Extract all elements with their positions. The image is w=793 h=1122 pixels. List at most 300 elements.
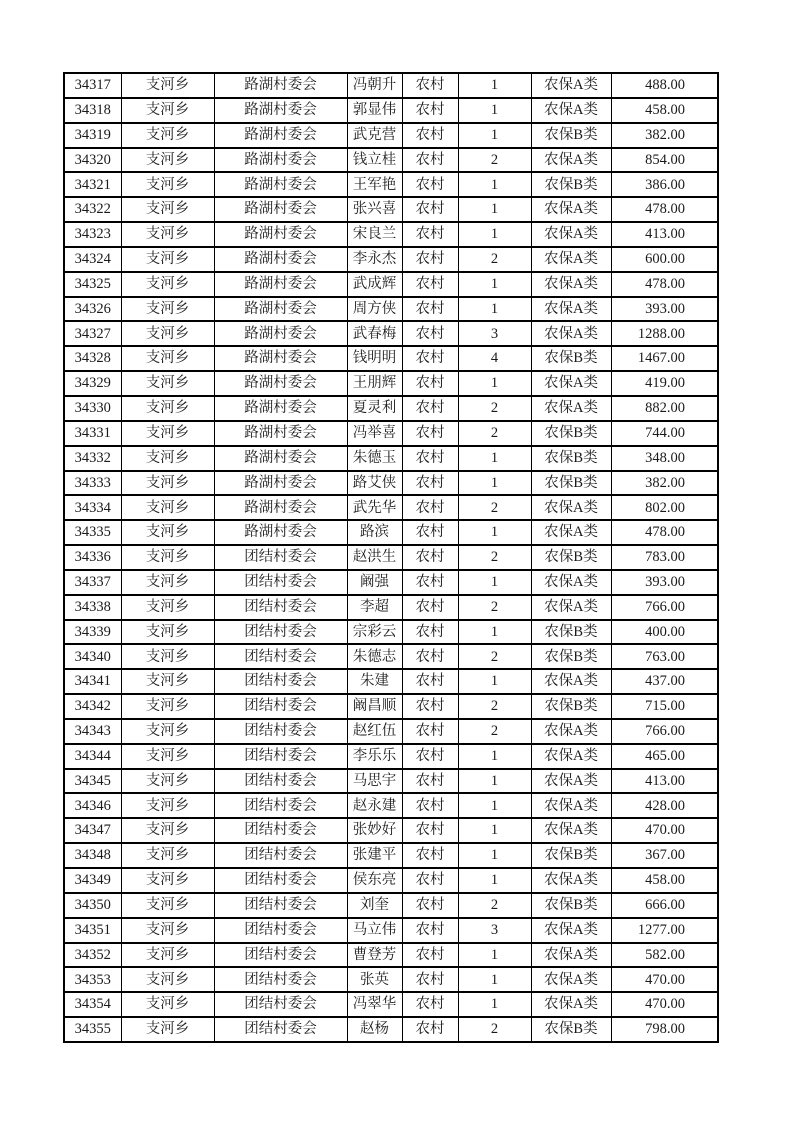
cell-township: 支河乡 <box>121 73 214 98</box>
table-row <box>64 371 718 396</box>
cell-record-id: 34322 <box>64 197 121 222</box>
cell-village-committee: 团结村委会 <box>214 620 347 645</box>
cell-record-id: 34353 <box>64 967 121 992</box>
cell-amount: 1467.00 <box>611 346 718 371</box>
cell-village-committee: 团结村委会 <box>214 793 347 818</box>
cell-participant-count: 1 <box>458 769 531 794</box>
cell-residence-type: 农村 <box>402 98 458 123</box>
cell-participant-count: 4 <box>458 346 531 371</box>
cell-amount: 393.00 <box>611 297 718 322</box>
cell-amount: 715.00 <box>611 694 718 719</box>
cell-township: 支河乡 <box>121 545 214 570</box>
cell-residence-type: 农村 <box>402 495 458 520</box>
cell-record-id: 34337 <box>64 570 121 595</box>
cell-insurance-category: 农保B类 <box>531 843 611 868</box>
cell-amount: 386.00 <box>611 172 718 197</box>
cell-insurance-category: 农保A类 <box>531 868 611 893</box>
cell-person-name: 钱立桂 <box>347 148 402 173</box>
cell-village-committee: 路湖村委会 <box>214 495 347 520</box>
cell-insurance-category: 农保A类 <box>531 967 611 992</box>
cell-residence-type: 农村 <box>402 1017 458 1042</box>
cell-record-id: 34347 <box>64 818 121 843</box>
cell-village-committee: 团结村委会 <box>214 893 347 918</box>
cell-participant-count: 1 <box>458 868 531 893</box>
cell-amount: 470.00 <box>611 992 718 1017</box>
cell-participant-count: 1 <box>458 297 531 322</box>
cell-insurance-category: 农保A类 <box>531 744 611 769</box>
cell-village-committee: 路湖村委会 <box>214 197 347 222</box>
cell-participant-count: 1 <box>458 570 531 595</box>
cell-record-id: 34351 <box>64 918 121 943</box>
cell-person-name: 阚昌顺 <box>347 694 402 719</box>
cell-insurance-category: 农保A类 <box>531 495 611 520</box>
cell-insurance-category: 农保A类 <box>531 197 611 222</box>
cell-record-id: 34340 <box>64 644 121 669</box>
cell-village-committee: 路湖村委会 <box>214 471 347 496</box>
table-row <box>64 197 718 222</box>
cell-township: 支河乡 <box>121 868 214 893</box>
cell-amount: 413.00 <box>611 222 718 247</box>
cell-person-name: 冯举喜 <box>347 421 402 446</box>
cell-person-name: 路滨 <box>347 520 402 545</box>
table-row <box>64 148 718 173</box>
cell-participant-count: 1 <box>458 843 531 868</box>
cell-record-id: 34343 <box>64 719 121 744</box>
cell-residence-type: 农村 <box>402 123 458 148</box>
cell-record-id: 34333 <box>64 471 121 496</box>
cell-township: 支河乡 <box>121 148 214 173</box>
cell-amount: 783.00 <box>611 545 718 570</box>
cell-insurance-category: 农保A类 <box>531 371 611 396</box>
cell-insurance-category: 农保B类 <box>531 421 611 446</box>
cell-insurance-category: 农保A类 <box>531 73 611 98</box>
cell-residence-type: 农村 <box>402 520 458 545</box>
table-row <box>64 595 718 620</box>
table-row <box>64 446 718 471</box>
cell-township: 支河乡 <box>121 793 214 818</box>
table-row <box>64 495 718 520</box>
cell-insurance-category: 农保B类 <box>531 471 611 496</box>
cell-person-name: 赵永建 <box>347 793 402 818</box>
cell-residence-type: 农村 <box>402 719 458 744</box>
cell-participant-count: 2 <box>458 694 531 719</box>
table-row <box>64 793 718 818</box>
cell-record-id: 34336 <box>64 545 121 570</box>
cell-residence-type: 农村 <box>402 868 458 893</box>
cell-township: 支河乡 <box>121 769 214 794</box>
table-row <box>64 620 718 645</box>
cell-person-name: 侯东亮 <box>347 868 402 893</box>
cell-village-committee: 团结村委会 <box>214 769 347 794</box>
cell-amount: 666.00 <box>611 893 718 918</box>
cell-insurance-category: 农保B类 <box>531 172 611 197</box>
cell-residence-type: 农村 <box>402 967 458 992</box>
cell-township: 支河乡 <box>121 620 214 645</box>
cell-person-name: 赵洪生 <box>347 545 402 570</box>
cell-township: 支河乡 <box>121 1017 214 1042</box>
cell-record-id: 34339 <box>64 620 121 645</box>
cell-insurance-category: 农保A类 <box>531 595 611 620</box>
cell-person-name: 钱明明 <box>347 346 402 371</box>
cell-record-id: 34355 <box>64 1017 121 1042</box>
table-row <box>64 992 718 1017</box>
cell-village-committee: 路湖村委会 <box>214 421 347 446</box>
table-row <box>64 545 718 570</box>
cell-person-name: 冯朝升 <box>347 73 402 98</box>
cell-person-name: 张兴喜 <box>347 197 402 222</box>
cell-amount: 393.00 <box>611 570 718 595</box>
cell-residence-type: 农村 <box>402 918 458 943</box>
table-row <box>64 644 718 669</box>
cell-insurance-category: 农保A类 <box>531 992 611 1017</box>
cell-amount: 478.00 <box>611 197 718 222</box>
cell-record-id: 34330 <box>64 396 121 421</box>
cell-amount: 478.00 <box>611 272 718 297</box>
table-row <box>64 744 718 769</box>
cell-township: 支河乡 <box>121 992 214 1017</box>
cell-township: 支河乡 <box>121 943 214 968</box>
cell-record-id: 34332 <box>64 446 121 471</box>
cell-township: 支河乡 <box>121 346 214 371</box>
cell-residence-type: 农村 <box>402 471 458 496</box>
cell-village-committee: 路湖村委会 <box>214 172 347 197</box>
cell-village-committee: 路湖村委会 <box>214 222 347 247</box>
cell-participant-count: 1 <box>458 520 531 545</box>
cell-person-name: 朱德玉 <box>347 446 402 471</box>
cell-amount: 413.00 <box>611 769 718 794</box>
cell-residence-type: 农村 <box>402 172 458 197</box>
cell-village-committee: 团结村委会 <box>214 545 347 570</box>
cell-residence-type: 农村 <box>402 421 458 446</box>
cell-person-name: 王朋辉 <box>347 371 402 396</box>
cell-village-committee: 路湖村委会 <box>214 148 347 173</box>
cell-record-id: 34323 <box>64 222 121 247</box>
cell-amount: 488.00 <box>611 73 718 98</box>
cell-insurance-category: 农保B类 <box>531 694 611 719</box>
cell-participant-count: 1 <box>458 967 531 992</box>
cell-residence-type: 农村 <box>402 396 458 421</box>
cell-insurance-category: 农保A类 <box>531 297 611 322</box>
cell-amount: 382.00 <box>611 123 718 148</box>
table-row <box>64 843 718 868</box>
cell-residence-type: 农村 <box>402 570 458 595</box>
cell-insurance-category: 农保A类 <box>531 719 611 744</box>
cell-amount: 882.00 <box>611 396 718 421</box>
cell-person-name: 武春梅 <box>347 321 402 346</box>
cell-village-committee: 团结村委会 <box>214 918 347 943</box>
cell-insurance-category: 农保B类 <box>531 1017 611 1042</box>
cell-township: 支河乡 <box>121 595 214 620</box>
cell-village-committee: 团结村委会 <box>214 868 347 893</box>
cell-person-name: 周方侠 <box>347 297 402 322</box>
cell-insurance-category: 农保A类 <box>531 669 611 694</box>
cell-participant-count: 2 <box>458 148 531 173</box>
table-row <box>64 123 718 148</box>
cell-person-name: 王军艳 <box>347 172 402 197</box>
table-row <box>64 570 718 595</box>
cell-person-name: 张妙好 <box>347 818 402 843</box>
table-row <box>64 321 718 346</box>
cell-participant-count: 1 <box>458 172 531 197</box>
cell-amount: 744.00 <box>611 421 718 446</box>
cell-record-id: 34335 <box>64 520 121 545</box>
cell-person-name: 夏灵利 <box>347 396 402 421</box>
cell-village-committee: 路湖村委会 <box>214 123 347 148</box>
cell-township: 支河乡 <box>121 570 214 595</box>
table-row <box>64 396 718 421</box>
cell-person-name: 冯翠华 <box>347 992 402 1017</box>
cell-participant-count: 1 <box>458 620 531 645</box>
table-row <box>64 346 718 371</box>
cell-amount: 582.00 <box>611 943 718 968</box>
cell-township: 支河乡 <box>121 172 214 197</box>
cell-record-id: 34349 <box>64 868 121 893</box>
cell-township: 支河乡 <box>121 918 214 943</box>
cell-township: 支河乡 <box>121 297 214 322</box>
cell-village-committee: 路湖村委会 <box>214 297 347 322</box>
cell-person-name: 赵红伍 <box>347 719 402 744</box>
cell-village-committee: 路湖村委会 <box>214 396 347 421</box>
cell-person-name: 朱建 <box>347 669 402 694</box>
cell-township: 支河乡 <box>121 471 214 496</box>
cell-amount: 367.00 <box>611 843 718 868</box>
cell-village-committee: 团结村委会 <box>214 570 347 595</box>
cell-township: 支河乡 <box>121 222 214 247</box>
cell-record-id: 34328 <box>64 346 121 371</box>
cell-insurance-category: 农保A类 <box>531 247 611 272</box>
cell-participant-count: 2 <box>458 545 531 570</box>
cell-record-id: 34320 <box>64 148 121 173</box>
cell-person-name: 武成辉 <box>347 272 402 297</box>
table-row <box>64 73 718 98</box>
cell-participant-count: 1 <box>458 73 531 98</box>
cell-township: 支河乡 <box>121 520 214 545</box>
table-row <box>64 818 718 843</box>
table-row <box>64 893 718 918</box>
cell-residence-type: 农村 <box>402 197 458 222</box>
cell-person-name: 武克营 <box>347 123 402 148</box>
cell-participant-count: 1 <box>458 669 531 694</box>
cell-record-id: 34317 <box>64 73 121 98</box>
cell-insurance-category: 农保B类 <box>531 620 611 645</box>
cell-participant-count: 3 <box>458 918 531 943</box>
cell-record-id: 34338 <box>64 595 121 620</box>
cell-participant-count: 1 <box>458 992 531 1017</box>
table-row <box>64 98 718 123</box>
cell-record-id: 34345 <box>64 769 121 794</box>
cell-record-id: 34354 <box>64 992 121 1017</box>
cell-residence-type: 农村 <box>402 297 458 322</box>
cell-amount: 419.00 <box>611 371 718 396</box>
cell-insurance-category: 农保A类 <box>531 98 611 123</box>
cell-participant-count: 2 <box>458 247 531 272</box>
cell-amount: 465.00 <box>611 744 718 769</box>
cell-township: 支河乡 <box>121 321 214 346</box>
table-row <box>64 1017 718 1042</box>
cell-township: 支河乡 <box>121 495 214 520</box>
cell-participant-count: 1 <box>458 222 531 247</box>
cell-participant-count: 2 <box>458 396 531 421</box>
cell-participant-count: 1 <box>458 371 531 396</box>
cell-village-committee: 路湖村委会 <box>214 321 347 346</box>
cell-residence-type: 农村 <box>402 346 458 371</box>
cell-township: 支河乡 <box>121 744 214 769</box>
cell-person-name: 刘奎 <box>347 893 402 918</box>
cell-township: 支河乡 <box>121 396 214 421</box>
cell-village-committee: 团结村委会 <box>214 644 347 669</box>
cell-township: 支河乡 <box>121 123 214 148</box>
cell-participant-count: 2 <box>458 893 531 918</box>
cell-person-name: 李超 <box>347 595 402 620</box>
cell-insurance-category: 农保A类 <box>531 918 611 943</box>
cell-amount: 802.00 <box>611 495 718 520</box>
cell-village-committee: 团结村委会 <box>214 669 347 694</box>
cell-residence-type: 农村 <box>402 321 458 346</box>
cell-insurance-category: 农保A类 <box>531 570 611 595</box>
cell-residence-type: 农村 <box>402 744 458 769</box>
cell-residence-type: 农村 <box>402 545 458 570</box>
cell-amount: 1277.00 <box>611 918 718 943</box>
cell-village-committee: 路湖村委会 <box>214 520 347 545</box>
cell-participant-count: 2 <box>458 595 531 620</box>
cell-insurance-category: 农保A类 <box>531 793 611 818</box>
cell-participant-count: 1 <box>458 943 531 968</box>
cell-insurance-category: 农保A类 <box>531 943 611 968</box>
cell-residence-type: 农村 <box>402 148 458 173</box>
cell-person-name: 宗彩云 <box>347 620 402 645</box>
cell-record-id: 34344 <box>64 744 121 769</box>
cell-amount: 348.00 <box>611 446 718 471</box>
cell-amount: 458.00 <box>611 98 718 123</box>
cell-township: 支河乡 <box>121 967 214 992</box>
cell-insurance-category: 农保B类 <box>531 893 611 918</box>
cell-participant-count: 1 <box>458 818 531 843</box>
cell-participant-count: 1 <box>458 272 531 297</box>
table-row <box>64 297 718 322</box>
cell-person-name: 张英 <box>347 967 402 992</box>
table-row <box>64 669 718 694</box>
cell-residence-type: 农村 <box>402 446 458 471</box>
table-row <box>64 918 718 943</box>
cell-residence-type: 农村 <box>402 893 458 918</box>
cell-participant-count: 1 <box>458 744 531 769</box>
cell-insurance-category: 农保A类 <box>531 222 611 247</box>
cell-record-id: 34341 <box>64 669 121 694</box>
cell-township: 支河乡 <box>121 694 214 719</box>
cell-record-id: 34321 <box>64 172 121 197</box>
cell-township: 支河乡 <box>121 818 214 843</box>
cell-township: 支河乡 <box>121 247 214 272</box>
table-row <box>64 694 718 719</box>
cell-amount: 458.00 <box>611 868 718 893</box>
cell-person-name: 曹登芳 <box>347 943 402 968</box>
table-row <box>64 520 718 545</box>
cell-insurance-category: 农保B类 <box>531 644 611 669</box>
cell-amount: 600.00 <box>611 247 718 272</box>
cell-township: 支河乡 <box>121 421 214 446</box>
cell-participant-count: 1 <box>458 123 531 148</box>
cell-township: 支河乡 <box>121 98 214 123</box>
cell-record-id: 34331 <box>64 421 121 446</box>
cell-amount: 428.00 <box>611 793 718 818</box>
cell-person-name: 郭显伟 <box>347 98 402 123</box>
cell-residence-type: 农村 <box>402 644 458 669</box>
cell-person-name: 李乐乐 <box>347 744 402 769</box>
cell-insurance-category: 农保B类 <box>531 545 611 570</box>
cell-residence-type: 农村 <box>402 694 458 719</box>
cell-participant-count: 1 <box>458 793 531 818</box>
cell-record-id: 34324 <box>64 247 121 272</box>
cell-village-committee: 路湖村委会 <box>214 272 347 297</box>
cell-village-committee: 团结村委会 <box>214 818 347 843</box>
records-table-body <box>64 73 718 1042</box>
cell-residence-type: 农村 <box>402 843 458 868</box>
cell-township: 支河乡 <box>121 197 214 222</box>
cell-record-id: 34348 <box>64 843 121 868</box>
insurance-records-table <box>63 72 719 1043</box>
cell-participant-count: 1 <box>458 471 531 496</box>
cell-village-committee: 团结村委会 <box>214 694 347 719</box>
cell-residence-type: 农村 <box>402 222 458 247</box>
cell-insurance-category: 农保A类 <box>531 272 611 297</box>
cell-participant-count: 3 <box>458 321 531 346</box>
cell-insurance-category: 农保A类 <box>531 520 611 545</box>
cell-person-name: 赵杨 <box>347 1017 402 1042</box>
cell-person-name: 张建平 <box>347 843 402 868</box>
cell-insurance-category: 农保A类 <box>531 769 611 794</box>
cell-person-name: 马思宇 <box>347 769 402 794</box>
cell-insurance-category: 农保A类 <box>531 396 611 421</box>
cell-residence-type: 农村 <box>402 818 458 843</box>
cell-township: 支河乡 <box>121 893 214 918</box>
cell-participant-count: 1 <box>458 197 531 222</box>
cell-person-name: 李永杰 <box>347 247 402 272</box>
cell-amount: 400.00 <box>611 620 718 645</box>
cell-township: 支河乡 <box>121 272 214 297</box>
cell-village-committee: 路湖村委会 <box>214 346 347 371</box>
cell-residence-type: 农村 <box>402 943 458 968</box>
cell-township: 支河乡 <box>121 371 214 396</box>
cell-person-name: 马立伟 <box>347 918 402 943</box>
cell-amount: 766.00 <box>611 719 718 744</box>
cell-amount: 766.00 <box>611 595 718 620</box>
cell-amount: 470.00 <box>611 818 718 843</box>
cell-record-id: 34326 <box>64 297 121 322</box>
cell-amount: 854.00 <box>611 148 718 173</box>
cell-record-id: 34329 <box>64 371 121 396</box>
cell-township: 支河乡 <box>121 644 214 669</box>
cell-record-id: 34350 <box>64 893 121 918</box>
table-row <box>64 943 718 968</box>
cell-village-committee: 路湖村委会 <box>214 73 347 98</box>
cell-residence-type: 农村 <box>402 769 458 794</box>
cell-village-committee: 路湖村委会 <box>214 98 347 123</box>
cell-amount: 478.00 <box>611 520 718 545</box>
cell-residence-type: 农村 <box>402 247 458 272</box>
cell-village-committee: 团结村委会 <box>214 744 347 769</box>
cell-amount: 470.00 <box>611 967 718 992</box>
cell-insurance-category: 农保B类 <box>531 346 611 371</box>
cell-insurance-category: 农保A类 <box>531 148 611 173</box>
cell-township: 支河乡 <box>121 843 214 868</box>
cell-participant-count: 2 <box>458 495 531 520</box>
cell-person-name: 武先华 <box>347 495 402 520</box>
cell-village-committee: 团结村委会 <box>214 843 347 868</box>
cell-residence-type: 农村 <box>402 669 458 694</box>
cell-amount: 382.00 <box>611 471 718 496</box>
cell-insurance-category: 农保B类 <box>531 123 611 148</box>
cell-residence-type: 农村 <box>402 992 458 1017</box>
